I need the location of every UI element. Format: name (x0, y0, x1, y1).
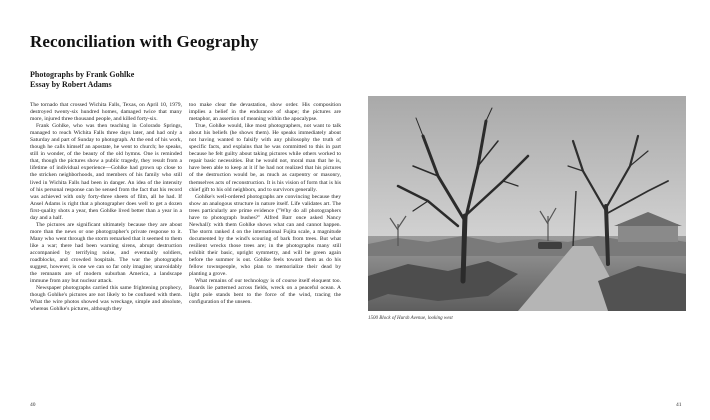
paragraph: True, Gohlke would, like most photographers, not want to talk about his beliefs (he shows them). He speaks immediately about not having wanted to falsify with any philosophy the truth of specific facts, and explains that he was committed to this in part because he felt guilty about taking pictures while others worked to repair basic necessities. But he would not, moral man that he is, have been able to keep at it if he had not realized that his pictures of the destruction would be, as much as carpentry or masonry, themselves acts of reconstruction. It is his vision of form that is his chief gift to his old neighbors, and to survivors generally. (189, 123, 341, 193)
paragraph: What remains of our technology is of course itself eloquent too. Boards lie patterned across fields, wreck on a peaceful ocean. A light pole stands bent to the force of the wind, tracing the configuration of the unseen. (189, 278, 341, 306)
paragraph: Newspaper photographs carried this same frightening prophecy, though Gohlke's pictures are not likely to be confused with them. What the wire photos showed was wreckage, simple and absolute, whereas Gohlke's pictures, although they (30, 285, 182, 313)
paragraph: Gohlke's well-ordered photographs are convincing because they show an analogous structure in nature itself. Life validates art. The trees particularly are prime evidence ("Why do all photographers have to photograph bushes?" Alfred Barr once asked Nancy Newhall): with them Gohlke shows what can and cannot happen. The storm ranked 4 on the international Fujita scale, a magnitude documented by the wind's scouring of bark from trees. But what resilient wrecks those trees are; in the photographs many still exhibit their basic, upright symmetry, and will be green again before the summer is out. Gohlke feels toward them as do his fellow townspeople, who plan to memorialize their dead by planting a grove. (189, 193, 341, 278)
byline (30, 70, 134, 90)
article-title: Reconciliation with Geography (30, 32, 259, 51)
byline-essay: Essay by Robert Adams (30, 80, 112, 89)
tornado-damage-photograph (368, 96, 686, 311)
page-number-left: 40 (30, 402, 36, 408)
text-column-1 (30, 102, 182, 313)
photo-caption: 1500 Block of Hursh Avenue, looking west (368, 316, 453, 321)
paragraph: The tornado that crossed Wichita Falls, Texas, on April 10, 1979, destroyed twenty-six hundred homes, damaged twice that many more, injured three thousand people, and killed forty-six. (30, 102, 182, 123)
paragraph: Frank Gohlke, who was then teaching in Colorado Springs, managed to reach Wichita Falls three days later, and had only a Saturday and part of Sunday to photograph. At the end of his work, though he calls himself an apostate, he went to church; he speaks, still in wonder, of the beauty of the old hymns. One is reminded that, though the pictures show a public tragedy, they result from a lifetime of individual experience—Gohlke had grown up close to the stricken neighborhoods, and members of his family who still lived in Wichita Falls had been in danger. An idea of the intensity of his personal response can be sensed from the fact that his record was achieved with only forty-three sheets of film, all he had. If Ansel Adams is right that a photographer does well to get a dozen first-quality shots a year, then Gohlke lived better than a year in a day and a half. (30, 123, 182, 221)
paragraph: too make clear the devastation, show order. His composition implies a belief in the endurance of shape; the pictures are metaphor, an assertion of meaning within the apocalypse. (189, 102, 341, 123)
paragraph: The pictures are significant ultimately because they are about more than the news or one photographer's private response to it. Many who went through the storm remarked that it seemed to them like a war; there had been warning sirens, abrupt destruction accompanied by terrifying noise, and eventually soldiers, roadblocks, and crowded hospitals. The war the photographs suggest, however, is one we can so far only imagine; unavoidably the remnants are of modern suburban America, a landscape immune from any but nuclear attack. (30, 221, 182, 285)
page-number-right: 41 (676, 402, 682, 408)
byline-photographs: Photographs by Frank Gohlke (30, 70, 135, 79)
text-column-2 (189, 102, 341, 306)
